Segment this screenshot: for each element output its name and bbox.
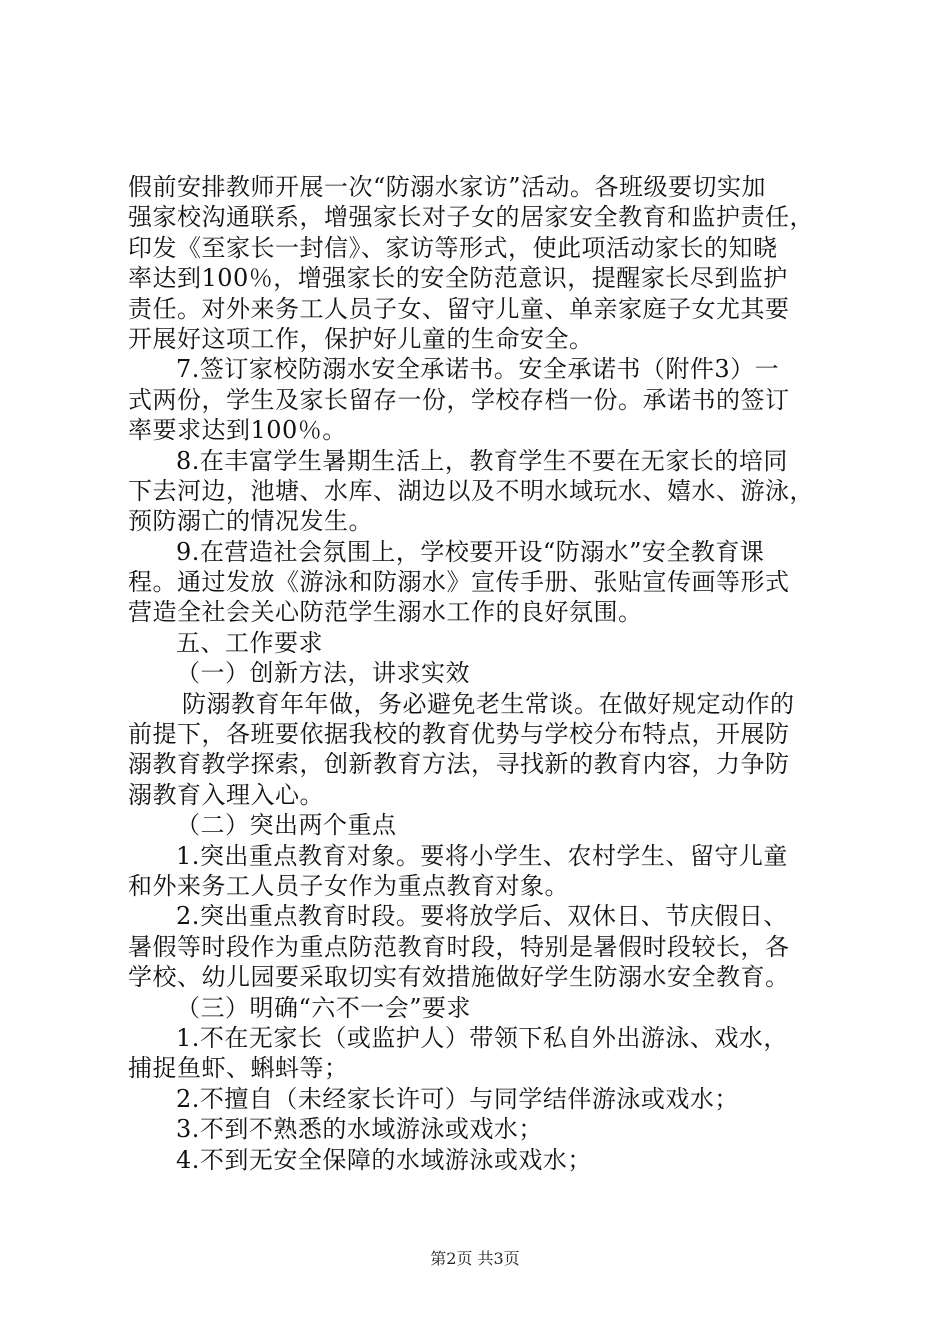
text-line: 营造全社会关心防范学生溺水工作的良好氛围。 [128, 598, 643, 627]
text-line: 率达到100％，增强家长的安全防范意识，提醒家长尽到监护 [128, 264, 788, 293]
text-line: （二）突出两个重点 [176, 811, 397, 840]
text-line: 溺教育教学探索，创新教育方法，寻找新的教育内容，力争防 [128, 750, 790, 779]
text-line: 印发《至家长一封信》、家访等形式，使此项活动家长的知晓 [128, 233, 778, 262]
text-line: 8.在丰富学生暑期生活上，教育学生不要在无家长的培同 [176, 446, 788, 475]
text-line: 预防溺亡的情况发生。 [128, 507, 373, 536]
text-line: 3.不到不熟悉的水域游泳或戏水； [176, 1115, 543, 1144]
text-line: 4.不到无安全保障的水域游泳或戏水； [176, 1145, 592, 1174]
text-line: 捕捉鱼虾、蝌蚪等； [128, 1054, 349, 1083]
text-line: 暑假等时段作为重点防范教育时段，特别是暑假时段较长，各 [128, 932, 790, 961]
text-line: （三）明确“六不一会”要求 [176, 993, 472, 1022]
document-body [128, 172, 828, 1175]
text-line: 防溺教育年年做，务必避免老生常谈。在做好规定动作的 [182, 689, 795, 718]
text-line: 2.突出重点教育时段。要将放学后、双休日、节庆假日、 [176, 902, 788, 931]
text-line: 责任。对外来务工人员子女、留守儿童、单亲家庭子女尤其要 [128, 294, 790, 323]
text-line: 1.不在无家长（或监护人）带领下私自外出游泳、戏水， [176, 1023, 788, 1052]
text-line: 程。通过发放《游泳和防溺水》宣传手册、张贴宣传画等形式 [128, 568, 790, 597]
text-line: 强家校沟通联系，增强家长对子女的居家安全教育和监护责任， [128, 203, 814, 232]
text-line: 式两份，学生及家长留存一份，学校存档一份。承诺书的签订 [128, 385, 790, 414]
text-line: 下去河边，池塘、水库、湖边以及不明水域玩水、嬉水、游泳， [128, 476, 814, 505]
text-line: 1.突出重点教育对象。要将小学生、农村学生、留守儿童 [176, 841, 788, 870]
text-line: 开展好这项工作，保护好儿童的生命安全。 [128, 324, 594, 353]
text-line: 9.在营造社会氛围上，学校要开设“防溺水”安全教育课 [176, 537, 765, 566]
text-line: 学校、幼儿园要采取切实有效措施做好学生防溺水安全教育。 [128, 963, 790, 992]
text-line: （一）创新方法，讲求实效 [176, 659, 470, 688]
text-line: 假前安排教师开展一次“防溺水家访”活动。各班级要切实加 [128, 173, 767, 201]
text-line: 2.不擅自（未经家长许可）与同学结伴游泳或戏水； [176, 1084, 739, 1113]
text-line: 率要求达到100％。 [128, 416, 347, 445]
text-line: 和外来务工人员子女作为重点教育对象。 [128, 871, 569, 900]
text-line: 前提下，各班要依据我校的教育优势与学校分布特点，开展防 [128, 720, 790, 749]
text-line: 7.签订家校防溺水安全承诺书。安全承诺书（附件3）一 [176, 355, 780, 384]
page-footer: 第2页 共3页 [430, 1249, 520, 1268]
text-line: 溺教育入理入心。 [128, 780, 324, 809]
text-line: 五、工作要求 [176, 628, 323, 657]
